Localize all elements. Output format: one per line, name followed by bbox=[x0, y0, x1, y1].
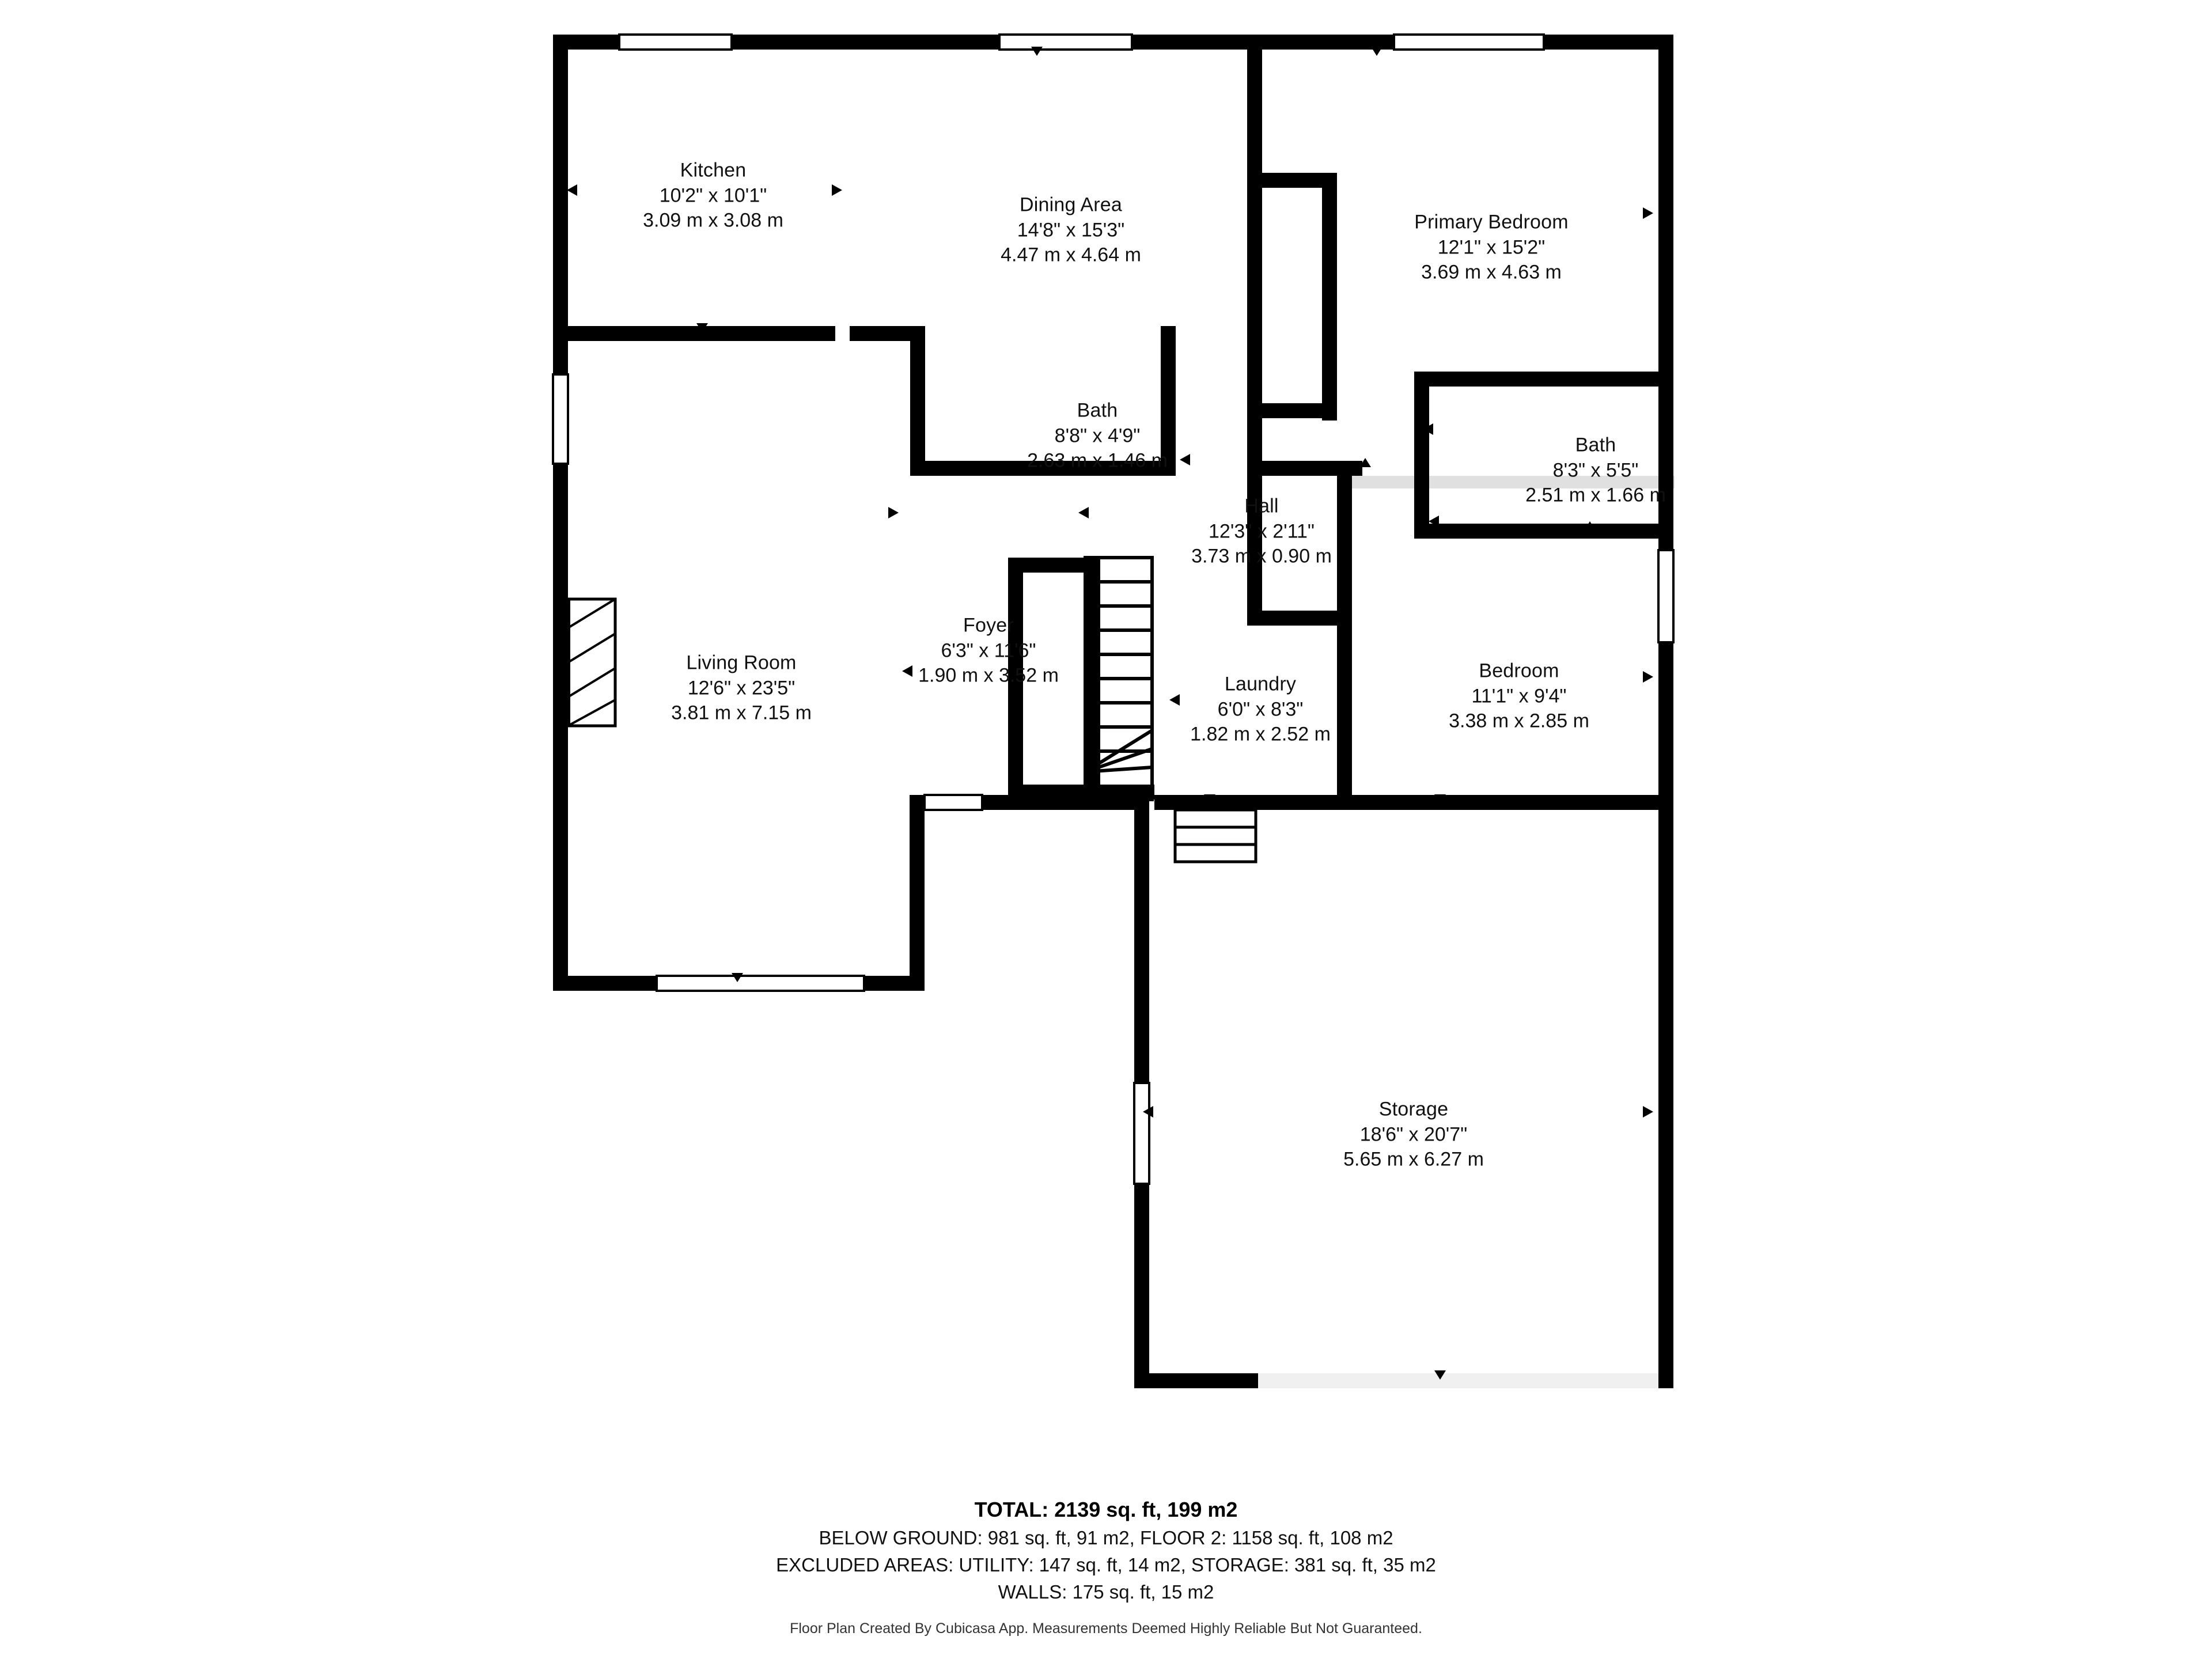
room-name: Primary Bedroom bbox=[1414, 211, 1569, 233]
room-dim-ft: 12'6" x 23'5" bbox=[687, 677, 796, 699]
room-name: Storage bbox=[1378, 1098, 1449, 1120]
room-dim-ft: 6'0" x 8'3" bbox=[1217, 698, 1304, 721]
room-name: Dining Area bbox=[1020, 194, 1122, 216]
area-summary bbox=[0, 1498, 2212, 1637]
room-dim-ft: 18'6" x 20'7" bbox=[1359, 1123, 1468, 1146]
area-breakdown-line-3: WALLS: 175 sq. ft, 15 m2 bbox=[998, 1581, 1214, 1603]
room-name: Living Room bbox=[686, 652, 797, 674]
room-label bbox=[918, 613, 1059, 689]
room-label bbox=[1343, 1097, 1484, 1173]
total-area-line: TOTAL: 2139 sq. ft, 199 m2 bbox=[974, 1498, 1238, 1521]
room-name: Foyer bbox=[963, 614, 1014, 637]
room-label bbox=[671, 651, 812, 726]
room-name: Bedroom bbox=[1479, 660, 1559, 682]
room-label bbox=[1001, 193, 1141, 268]
room-dim-ft: 12'3" x 2'11" bbox=[1209, 520, 1315, 543]
room-label bbox=[1449, 659, 1589, 734]
room-dim-m: 2.63 m x 1.46 m bbox=[1027, 449, 1168, 472]
room-dim-m: 3.81 m x 7.15 m bbox=[671, 702, 812, 724]
room-dim-m: 4.47 m x 4.64 m bbox=[1001, 244, 1141, 266]
room-dim-ft: 11'1" x 9'4" bbox=[1471, 685, 1567, 707]
room-dim-ft: 10'2" x 10'1" bbox=[659, 184, 767, 207]
room-dim-ft: 8'3" x 5'5" bbox=[1552, 459, 1639, 482]
room-name: Laundry bbox=[1224, 673, 1297, 695]
area-breakdown-line-1: BELOW GROUND: 981 sq. ft, 91 m2, FLOOR 2: 1158 sq. ft, 108 m2 bbox=[819, 1527, 1393, 1548]
room-dim-ft: 14'8" x 15'3" bbox=[1017, 219, 1125, 241]
room-name: Bath bbox=[1077, 399, 1118, 422]
room-dim-m: 2.51 m x 1.66 m bbox=[1525, 484, 1666, 506]
room-dim-m: 3.73 m x 0.90 m bbox=[1191, 545, 1332, 567]
room-name: Kitchen bbox=[680, 159, 747, 181]
room-label bbox=[643, 158, 783, 234]
room-dim-ft: 6'3" x 11'6" bbox=[941, 639, 1036, 662]
room-label bbox=[1191, 494, 1332, 570]
room-dim-m: 3.69 m x 4.63 m bbox=[1421, 261, 1562, 283]
room-label bbox=[1027, 399, 1168, 474]
room-name: Hall bbox=[1244, 495, 1279, 517]
room-dim-ft: 8'8" x 4'9" bbox=[1054, 425, 1141, 447]
room-dim-m: 3.09 m x 3.08 m bbox=[643, 209, 783, 232]
area-breakdown-line-2: EXCLUDED AREAS: UTILITY: 147 sq. ft, 14 m2, STORAGE: 381 sq. ft, 35 m2 bbox=[776, 1554, 1436, 1575]
room-label bbox=[1414, 210, 1569, 286]
room-dim-m: 1.82 m x 2.52 m bbox=[1190, 723, 1331, 745]
room-name: Bath bbox=[1575, 434, 1616, 456]
room-dim-ft: 12'1" x 15'2" bbox=[1437, 236, 1546, 259]
credit-line: Floor Plan Created By Cubicasa App. Measurements Deemed Highly Reliable But Not Guaranteed. bbox=[790, 1620, 1422, 1637]
room-label bbox=[1525, 433, 1666, 509]
room-label bbox=[1190, 672, 1331, 748]
room-dim-m: 1.90 m x 3.52 m bbox=[918, 664, 1059, 687]
room-dim-m: 3.38 m x 2.85 m bbox=[1449, 710, 1589, 732]
room-dim-m: 5.65 m x 6.27 m bbox=[1343, 1148, 1484, 1171]
